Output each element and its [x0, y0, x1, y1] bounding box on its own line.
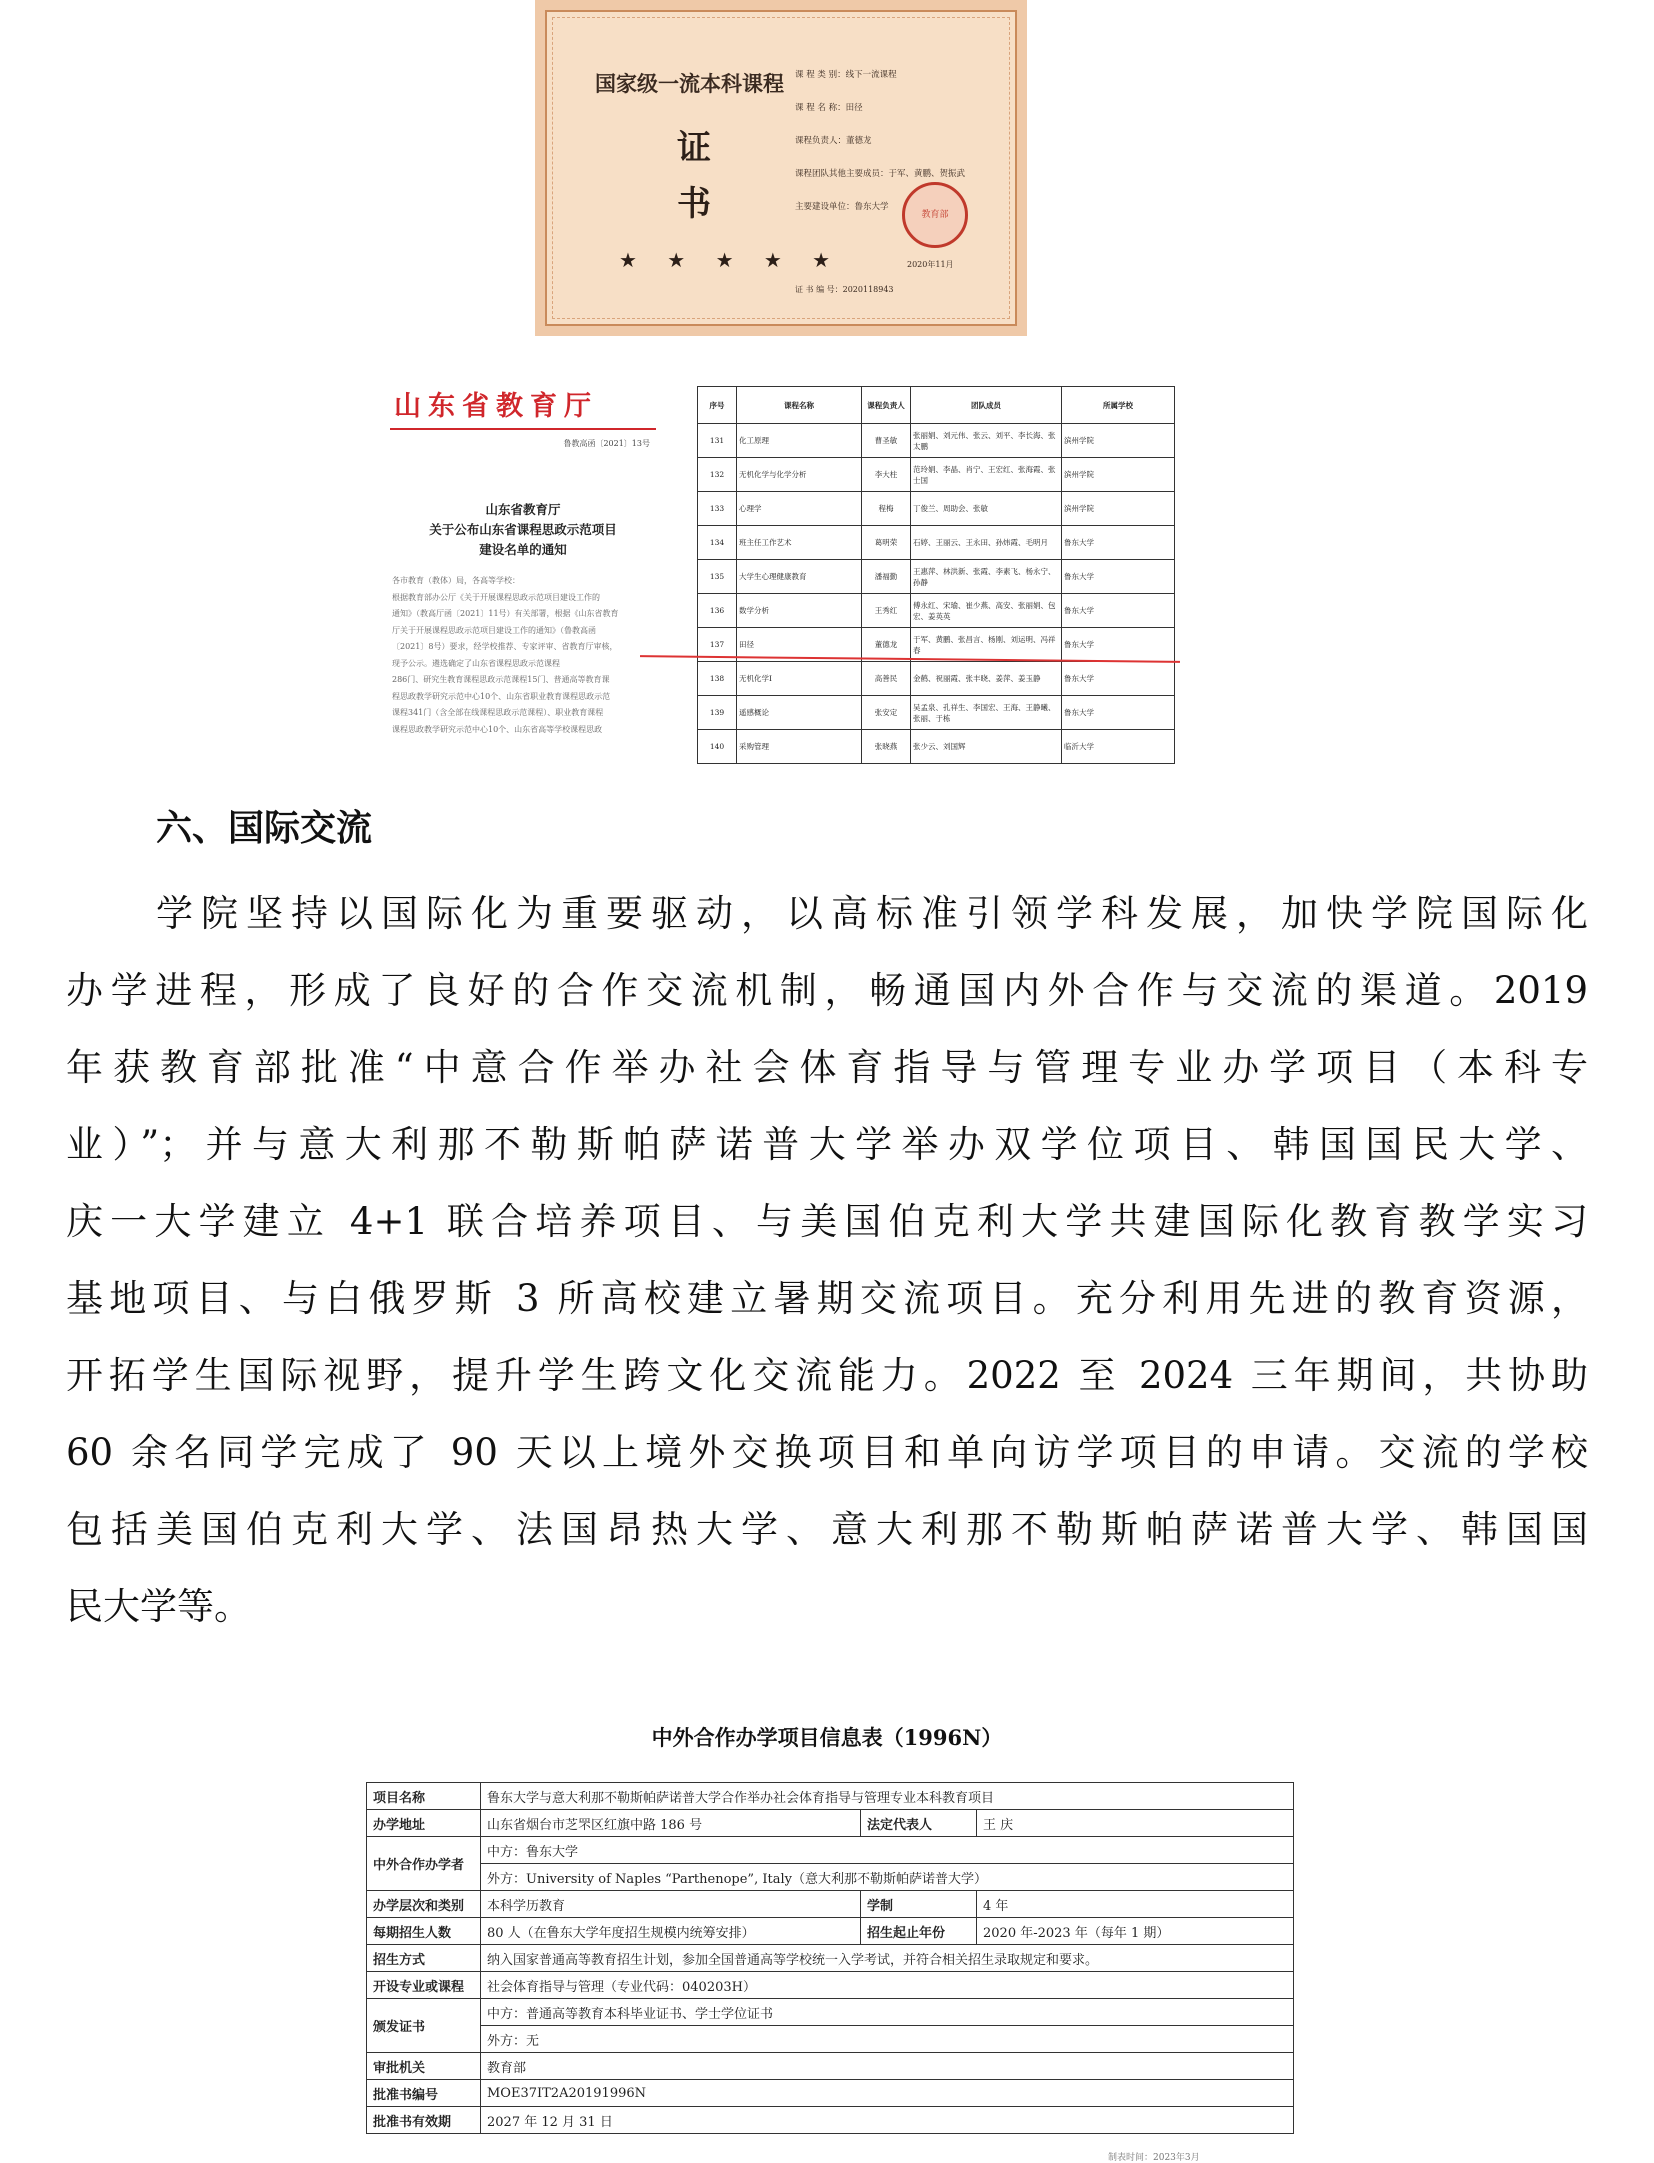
certificate-char-zheng: 证 [677, 128, 711, 168]
table-row [367, 1783, 1294, 1810]
info-value: 4 年 [977, 1891, 1294, 1918]
table-footnote: 制表时间：2023年3月 [1108, 2153, 1200, 2163]
paragraph-line: 民大学等。 [66, 1585, 251, 1628]
info-value: 80 人（在鲁东大学年度招生规模内统筹安排） [481, 1918, 861, 1945]
table-cell: 高善民 [862, 662, 911, 696]
certificate-field: 课 程 类 别：线下一流课程 [795, 70, 897, 80]
paragraph-line: 基地项目、与白俄罗斯 3 所高校建立暑期交流项目。充分利用先进的教育资源， [66, 1277, 1588, 1320]
table-row [367, 1972, 1294, 1999]
table-cell: 心理学 [737, 492, 862, 526]
info-value: 外方：无 [481, 2026, 1294, 2053]
info-value: 中方：鲁东大学 [481, 1837, 1294, 1864]
paragraph-line: 学院坚持以国际化为重要驱动，以高标准引领学科发展，加快学院国际化 [156, 892, 1588, 935]
notice-header: 山东省教育厅 [394, 391, 598, 422]
certificate-field: 课程团队其他主要成员：于军、黄鹏、贺振武 [795, 169, 966, 179]
table-cell: 132 [698, 458, 737, 492]
table-cell: 135 [698, 560, 737, 594]
table-cell: 傅永红、宋瑜、崔少燕、高安、张丽娟、包宏、姜英英 [911, 594, 1062, 628]
table-row [698, 458, 1175, 492]
table-cell: 张安定 [862, 696, 911, 730]
certificate-char-shu: 书 [677, 184, 711, 224]
column-header: 团队成员 [911, 387, 1062, 424]
notice-body-line: 现予公示。遴选确定了山东省课程思政示范课程 [392, 658, 560, 668]
table-cell: 鲁东大学 [1062, 696, 1175, 730]
info-label: 招生起止年份 [861, 1918, 977, 1945]
notice-title-line: 建设名单的通知 [479, 542, 567, 557]
table-cell: 137 [698, 628, 737, 662]
info-label: 办学地址 [367, 1810, 481, 1837]
notice-body-line: 课程思政教学研究示范中心10个、山东省高等学校课程思政 [392, 724, 603, 734]
notice-body-line: 程思政教学研究示范中心10个、山东省职业教育课程思政示范 [392, 691, 611, 701]
certificate-image [535, 0, 1027, 336]
table-cell: 鲁东大学 [1062, 594, 1175, 628]
info-value: 中方：普通高等教育本科毕业证书、学士学位证书 [481, 1999, 1294, 2026]
table-cell: 鲁东大学 [1062, 662, 1175, 696]
table-cell: 滨州学院 [1062, 424, 1175, 458]
info-value: 纳入国家普通高等教育招生计划，参加全国普通高等学校统一入学考试，并符合相关招生录取规定和要求。 [481, 1945, 1294, 1972]
table-row [367, 1864, 1294, 1891]
table-row [698, 730, 1175, 764]
notice-title-line: 关于公布山东省课程思政示范项目 [429, 522, 617, 537]
info-label: 开设专业或课程 [367, 1972, 481, 1999]
table-cell: 曹圣敏 [862, 424, 911, 458]
info-label: 颁发证书 [367, 1999, 481, 2053]
notice-body-line: 厅关于开展课程思政示范项目建设工作的通知》（鲁教高函 [392, 625, 596, 635]
table-cell: 吴孟泉、孔祥生、李国宏、王海、王静曦、张丽、于栋 [911, 696, 1062, 730]
table-cell: 于军、黄鹏、张昌言、杨刚、刘运明、冯祥春 [911, 628, 1062, 662]
certificate-stars: ★ ★ ★ ★ ★ [619, 248, 843, 272]
table-cell: 大学生心理健康教育 [737, 560, 862, 594]
info-label: 批准书编号 [367, 2080, 481, 2107]
info-value: 鲁东大学与意大利那不勒斯帕萨诺普大学合作举办社会体育指导与管理专业本科教育项目 [481, 1783, 1294, 1810]
info-label: 办学层次和类别 [367, 1891, 481, 1918]
paragraph-line: 包括美国伯克利大学、法国昂热大学、意大利那不勒斯帕萨诺普大学、韩国国 [66, 1508, 1588, 1551]
certificate-field: 主要建设单位：鲁东大学 [795, 202, 889, 212]
table-cell: 鲁东大学 [1062, 628, 1175, 662]
table-cell: 王秀红 [862, 594, 911, 628]
table-row [367, 2080, 1294, 2107]
info-label: 审批机关 [367, 2053, 481, 2080]
notice-body-line: 课程341门（含全部在线课程思政示范课程）、职业教育课程 [392, 708, 604, 717]
info-value: 王 庆 [977, 1810, 1294, 1837]
info-value: 社会体育指导与管理（专业代码：040203H） [481, 1972, 1294, 1999]
table-row [367, 1918, 1294, 1945]
notice-body-line: 286门、研究生教育课程思政示范课程15门、普通高等教育课 [392, 675, 610, 684]
info-value: MOE37IT2A20191996N [481, 2080, 1294, 2107]
table-row [698, 662, 1175, 696]
table-cell: 葛明荣 [862, 526, 911, 560]
table-cell: 李大柱 [862, 458, 911, 492]
notice-title-line: 山东省教育厅 [485, 502, 561, 517]
certificate-number: 证 书 编 号：2020118943 [795, 285, 894, 294]
seal-icon: 教育部 [902, 182, 968, 248]
table-row [698, 560, 1175, 594]
table-row [698, 526, 1175, 560]
column-header: 课程负责人 [862, 387, 911, 424]
table-cell: 董德龙 [862, 628, 911, 662]
table-cell: 131 [698, 424, 737, 458]
notice-body [392, 573, 654, 738]
info-label: 中外合作办学者 [367, 1837, 481, 1891]
certificate-title: 国家级一流本科课程 [595, 71, 784, 96]
table-cell: 班主任工作艺术 [737, 526, 862, 560]
table-cell: 数学分析 [737, 594, 862, 628]
table-row [698, 492, 1175, 526]
info-label: 法定代表人 [861, 1810, 977, 1837]
table-cell: 138 [698, 662, 737, 696]
table-cell: 140 [698, 730, 737, 764]
table-row [698, 696, 1175, 730]
course-list-table [697, 386, 1175, 764]
info-label: 学制 [861, 1891, 977, 1918]
table-cell: 133 [698, 492, 737, 526]
paragraph-line: 庆一大学建立 4+1 联合培养项目、与美国伯克利大学共建国际化教育教学实习 [66, 1200, 1588, 1243]
table-row [367, 1810, 1294, 1837]
table-cell: 鲁东大学 [1062, 526, 1175, 560]
notice-body-line: 通知》（教高厅函〔2021〕11号）有关部署，根据《山东省教育 [392, 609, 619, 618]
paragraph-line: 年获教育部批准“中意合作举办社会体育指导与管理专业办学项目（本科专 [66, 1046, 1588, 1089]
project-info-table [366, 1782, 1294, 2134]
table-row [367, 2026, 1294, 2053]
table-cell: 136 [698, 594, 737, 628]
table-cell: 139 [698, 696, 737, 730]
table-cell: 遥感概论 [737, 696, 862, 730]
table-cell: 鲁东大学 [1062, 560, 1175, 594]
column-header: 课程名称 [737, 387, 862, 424]
table-cell: 滨州学院 [1062, 458, 1175, 492]
table-cell: 临沂大学 [1062, 730, 1175, 764]
table-row [367, 1999, 1294, 2026]
info-table-title: 中外合作办学项目信息表（1996N） [651, 1725, 1003, 1750]
notice-document [390, 378, 662, 780]
table-cell: 采购管理 [737, 730, 862, 764]
section-title: 六、国际交流 [156, 808, 373, 849]
table-cell: 金鹤、祝丽霞、张丰晓、姜萍、姜玉静 [911, 662, 1062, 696]
table-cell: 丁俊兰、周助会、张敏 [911, 492, 1062, 526]
table-cell: 范玲娟、李晶、肖宁、王宏红、张海霞、张士国 [911, 458, 1062, 492]
table-cell: 无机化学与化学分析 [737, 458, 862, 492]
notice-body-line: 各市教育（教体）局，各高等学校： [392, 576, 520, 585]
table-cell: 石婷、王丽云、王永田、孙炜霞、毛明月 [911, 526, 1062, 560]
table-row [367, 2053, 1294, 2080]
info-label: 招生方式 [367, 1945, 481, 1972]
table-cell: 134 [698, 526, 737, 560]
info-label: 项目名称 [367, 1783, 481, 1810]
table-cell: 田径 [737, 628, 862, 662]
table-row [698, 594, 1175, 628]
table-cell: 张晓燕 [862, 730, 911, 764]
notice-body-line: 根据教育部办公厅《关于开展课程思政示范项目建设工作的 [392, 592, 600, 602]
info-value: 外方：University of Naples “Parthenope”, Italy（意大利那不勒斯帕萨诺普大学） [481, 1864, 1294, 1891]
info-value: 本科学历教育 [481, 1891, 861, 1918]
table-cell: 无机化学Ⅰ [737, 662, 862, 696]
table-cell: 程梅 [862, 492, 911, 526]
info-label: 每期招生人数 [367, 1918, 481, 1945]
table-header-row [698, 387, 1175, 424]
table-row [698, 424, 1175, 458]
table-row [367, 1945, 1294, 1972]
notice-body-line: 〔2021〕8号）要求，经学校推荐、专家评审、省教育厅审核， [392, 642, 618, 651]
info-value: 教育部 [481, 2053, 1294, 2080]
table-cell: 化工原理 [737, 424, 862, 458]
column-header: 所属学校 [1062, 387, 1175, 424]
table-row [367, 2107, 1294, 2134]
table-cell: 滨州学院 [1062, 492, 1175, 526]
column-header: 序号 [698, 387, 737, 424]
paragraph-line: 开拓学生国际视野，提升学生跨文化交流能力。2022 至 2024 三年期间，共协助 [66, 1354, 1588, 1397]
table-cell: 潘福勤 [862, 560, 911, 594]
notice-red-rule [390, 428, 656, 430]
info-value: 山东省烟台市芝罘区红旗中路 186 号 [481, 1810, 861, 1837]
certificate-field: 课 程 名 称：田径 [795, 103, 863, 113]
table-cell: 王惠萍、林洪新、张霞、李素飞、杨永宁、孙静 [911, 560, 1062, 594]
table-row [367, 1837, 1294, 1864]
paragraph-line: 60 余名同学完成了 90 天以上境外交换项目和单向访学项目的申请。交流的学校 [66, 1431, 1588, 1474]
certificate-date: 2020年11月 [907, 260, 954, 269]
paragraph-line: 办学进程，形成了良好的合作交流机制，畅通国内外合作与交流的渠道。2019 [66, 969, 1588, 1012]
table-row [367, 1891, 1294, 1918]
table-cell: 张少云、刘国辉 [911, 730, 1062, 764]
table-cell: 张丽娟、刘元伟、张云、刘平、李长海、张太鹏 [911, 424, 1062, 458]
info-label: 批准书有效期 [367, 2107, 481, 2134]
certificate-frame [545, 10, 1017, 326]
info-value: 2027 年 12 月 31 日 [481, 2107, 1294, 2134]
certificate-field: 课程负责人：董德龙 [795, 136, 872, 146]
notice-doc-number: 鲁教高函〔2021〕13号 [563, 439, 650, 448]
paragraph-line: 业）”；并与意大利那不勒斯帕萨诺普大学举办双学位项目、韩国国民大学、 [66, 1123, 1588, 1166]
info-value: 2020 年-2023 年（每年 1 期） [977, 1918, 1294, 1945]
